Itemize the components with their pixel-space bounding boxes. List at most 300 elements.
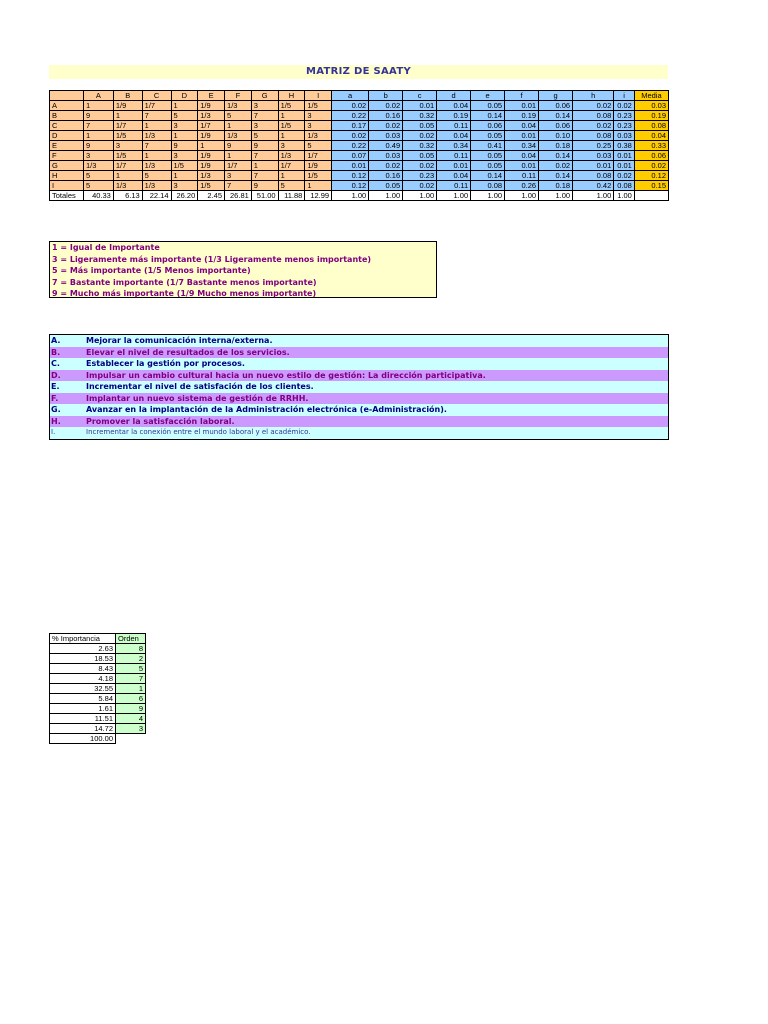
comparison-cell: 1/3 — [225, 131, 252, 141]
objective-letter: F. — [51, 393, 59, 403]
objective-text: Impulsar un cambio cultural hacia un nuevo estilo de gestión: La dirección participativa. — [86, 370, 486, 380]
normalized-cell: 0.16 — [369, 111, 403, 121]
total-cell: 2.45 — [198, 191, 225, 201]
normalized-cell: 0.03 — [369, 151, 403, 161]
normalized-cell: 0.38 — [614, 141, 635, 151]
matrix-row — [50, 161, 669, 171]
total-cell: 12.99 — [305, 191, 332, 201]
normalized-cell: 0.26 — [505, 181, 539, 191]
column-header-lower: d — [437, 91, 471, 101]
order-cell: 8 — [116, 644, 146, 654]
comparison-cell: 1/5 — [171, 161, 198, 171]
total-cell: 26.81 — [225, 191, 252, 201]
normalized-cell: 0.42 — [573, 181, 614, 191]
total-norm-cell: 1.00 — [403, 191, 437, 201]
matrix-row — [50, 101, 669, 111]
comparison-cell: 1/3 — [225, 101, 252, 111]
comparison-cell: 5 — [278, 181, 305, 191]
normalized-cell: 0.12 — [332, 181, 369, 191]
objective-item — [50, 347, 668, 359]
comparison-cell: 3 — [113, 141, 142, 151]
normalized-cell: 0.49 — [369, 141, 403, 151]
comparison-cell: 3 — [305, 121, 332, 131]
column-header-lower: b — [369, 91, 403, 101]
comparison-cell: 1/3 — [142, 161, 171, 171]
comparison-cell: 7 — [83, 121, 113, 131]
comparison-cell: 1 — [198, 141, 225, 151]
normalized-cell: 0.01 — [505, 131, 539, 141]
row-label: C — [50, 121, 84, 131]
column-header-upper: E — [198, 91, 225, 101]
normalized-cell: 0.22 — [332, 141, 369, 151]
importance-header: % Importancia — [50, 634, 116, 644]
objective-text: Elevar el nivel de resultados de los servicios. — [86, 347, 290, 357]
importance-cell: 2.63 — [50, 644, 116, 654]
normalized-cell: 0.11 — [505, 171, 539, 181]
normalized-cell: 0.14 — [539, 171, 573, 181]
total-norm-cell: 1.00 — [332, 191, 369, 201]
comparison-cell: 1/5 — [113, 131, 142, 141]
comparison-cell: 1/9 — [198, 131, 225, 141]
comparison-cell: 1/7 — [198, 121, 225, 131]
objective-text: Avanzar en la implantación de la Administración electrónica (e-Administración). — [86, 405, 447, 414]
column-header-upper: F — [225, 91, 252, 101]
row-label: B — [50, 111, 84, 121]
page-title: MATRIZ DE SAATY — [49, 65, 668, 79]
normalized-cell: 0.23 — [403, 171, 437, 181]
normalized-cell: 0.19 — [437, 111, 471, 121]
comparison-cell: 7 — [251, 171, 278, 181]
comparison-cell: 9 — [251, 181, 278, 191]
total-cell: 51.00 — [251, 191, 278, 201]
objective-letter: B. — [51, 347, 61, 357]
media-cell: 0.08 — [634, 121, 668, 131]
comparison-cell: 1/9 — [198, 161, 225, 171]
comparison-cell: 9 — [171, 141, 198, 151]
comparison-cell: 9 — [83, 141, 113, 151]
objective-item — [50, 358, 668, 370]
comparison-cell: 1 — [171, 171, 198, 181]
normalized-cell: 0.02 — [573, 121, 614, 131]
ranking-row — [50, 684, 146, 694]
importance-cell: 5.84 — [50, 694, 116, 704]
column-header-lower: c — [403, 91, 437, 101]
normalized-cell: 0.08 — [573, 171, 614, 181]
column-header-upper: I — [305, 91, 332, 101]
comparison-cell: 1 — [305, 181, 332, 191]
comparison-cell: 7 — [251, 111, 278, 121]
normalized-cell: 0.12 — [332, 171, 369, 181]
total-norm-cell: 1.00 — [614, 191, 635, 201]
importance-cell: 18.53 — [50, 654, 116, 664]
comparison-cell: 9 — [251, 141, 278, 151]
ranking-row — [50, 724, 146, 734]
normalized-cell: 0.08 — [573, 131, 614, 141]
legend-line: 9 = Mucho más importante (1/9 Mucho menos importante) — [52, 289, 317, 298]
ranking-row — [50, 704, 146, 714]
row-label: D — [50, 131, 84, 141]
normalized-cell: 0.03 — [573, 151, 614, 161]
column-header-upper: B — [113, 91, 142, 101]
comparison-cell: 5 — [251, 131, 278, 141]
total-cell: 11.88 — [278, 191, 305, 201]
comparison-cell: 3 — [305, 111, 332, 121]
row-label: E — [50, 141, 84, 151]
column-header-lower: a — [332, 91, 369, 101]
order-cell: 2 — [116, 654, 146, 664]
comparison-cell: 3 — [171, 181, 198, 191]
comparison-cell: 1/5 — [305, 101, 332, 111]
comparison-cell: 1/7 — [225, 161, 252, 171]
ranking-total-row — [50, 734, 146, 744]
comparison-cell: 1/5 — [278, 101, 305, 111]
normalized-cell: 0.01 — [614, 161, 635, 171]
comparison-cell: 1/3 — [198, 111, 225, 121]
totals-label: Totales — [50, 191, 84, 201]
column-header-lower: h — [573, 91, 614, 101]
comparison-cell: 9 — [225, 141, 252, 151]
column-header-upper: H — [278, 91, 305, 101]
legend-line: 1 = Igual de Importante — [52, 243, 160, 252]
normalized-cell: 0.03 — [614, 131, 635, 141]
legend-line: 7 = Bastante importante (1/7 Bastante menos importante) — [52, 277, 317, 287]
column-header-upper: A — [83, 91, 113, 101]
comparison-cell: 7 — [251, 151, 278, 161]
normalized-cell: 0.01 — [403, 101, 437, 111]
normalized-cell: 0.02 — [614, 171, 635, 181]
order-cell: 3 — [116, 724, 146, 734]
normalized-cell: 0.23 — [614, 111, 635, 121]
normalized-cell: 0.05 — [471, 161, 505, 171]
normalized-cell: 0.11 — [437, 151, 471, 161]
importance-cell: 8.43 — [50, 664, 116, 674]
total-norm-cell: 1.00 — [505, 191, 539, 201]
order-header: Orden — [116, 634, 146, 644]
media-cell: 0.15 — [634, 181, 668, 191]
objective-letter: D. — [51, 370, 61, 380]
corner-cell — [50, 91, 84, 101]
comparison-cell: 3 — [171, 151, 198, 161]
comparison-cell: 7 — [142, 111, 171, 121]
normalized-cell: 0.04 — [437, 131, 471, 141]
normalized-cell: 0.04 — [505, 151, 539, 161]
normalized-cell: 0.34 — [437, 141, 471, 151]
comparison-cell: 1/7 — [113, 161, 142, 171]
objective-item — [50, 404, 668, 416]
ranking-row — [50, 644, 146, 654]
normalized-cell: 0.02 — [369, 161, 403, 171]
comparison-cell: 1/5 — [278, 121, 305, 131]
comparison-cell: 1 — [225, 151, 252, 161]
comparison-cell: 5 — [83, 181, 113, 191]
comparison-cell: 1 — [142, 121, 171, 131]
normalized-cell: 0.05 — [471, 131, 505, 141]
ranking-table — [49, 633, 146, 744]
normalized-cell: 0.02 — [539, 161, 573, 171]
comparison-cell: 1 — [142, 151, 171, 161]
normalized-cell: 0.02 — [403, 131, 437, 141]
normalized-cell: 0.16 — [369, 171, 403, 181]
objective-letter: I. — [51, 428, 56, 436]
normalized-cell: 0.17 — [332, 121, 369, 131]
normalized-cell: 0.06 — [471, 121, 505, 131]
matrix-row — [50, 141, 669, 151]
comparison-cell: 9 — [83, 111, 113, 121]
normalized-cell: 0.14 — [471, 171, 505, 181]
matrix-row — [50, 121, 669, 131]
normalized-cell: 0.01 — [437, 161, 471, 171]
normalized-cell: 0.08 — [614, 181, 635, 191]
legend-line: 5 = Más importante (1/5 Menos importante) — [52, 266, 251, 275]
normalized-cell: 0.06 — [539, 101, 573, 111]
comparison-cell: 5 — [171, 111, 198, 121]
media-header: Media — [634, 91, 668, 101]
total-cell: 6.13 — [113, 191, 142, 201]
comparison-cell: 1 — [251, 161, 278, 171]
normalized-cell: 0.02 — [573, 101, 614, 111]
total-norm-cell: 1.00 — [573, 191, 614, 201]
media-cell: 0.03 — [634, 101, 668, 111]
row-label: H — [50, 171, 84, 181]
comparison-cell: 3 — [278, 141, 305, 151]
matrix-row — [50, 131, 669, 141]
matrix-row — [50, 181, 669, 191]
normalized-cell: 0.11 — [437, 181, 471, 191]
normalized-cell: 0.02 — [369, 101, 403, 111]
comparison-cell: 1 — [171, 131, 198, 141]
objective-item — [50, 335, 668, 347]
scale-legend — [49, 241, 437, 298]
media-cell: 0.02 — [634, 161, 668, 171]
column-header-lower: f — [505, 91, 539, 101]
normalized-cell: 0.01 — [505, 101, 539, 111]
normalized-cell: 0.04 — [505, 121, 539, 131]
column-header-lower: e — [471, 91, 505, 101]
normalized-cell: 0.14 — [471, 111, 505, 121]
objective-letter: H. — [51, 416, 61, 426]
comparison-cell: 5 — [305, 141, 332, 151]
objective-letter: C. — [51, 359, 60, 368]
normalized-cell: 0.02 — [403, 161, 437, 171]
column-header-upper: D — [171, 91, 198, 101]
total-blank-cell — [634, 191, 668, 201]
normalized-cell: 0.04 — [437, 101, 471, 111]
objective-item — [50, 427, 668, 439]
column-header-upper: C — [142, 91, 171, 101]
total-norm-cell: 1.00 — [539, 191, 573, 201]
normalized-cell: 0.25 — [573, 141, 614, 151]
normalized-cell: 0.07 — [332, 151, 369, 161]
ranking-total-blank — [116, 734, 146, 744]
normalized-cell: 0.05 — [403, 151, 437, 161]
comparison-cell: 1/3 — [278, 151, 305, 161]
normalized-cell: 0.22 — [332, 111, 369, 121]
normalized-cell: 0.11 — [437, 121, 471, 131]
importance-cell: 4.18 — [50, 674, 116, 684]
normalized-cell: 0.02 — [332, 101, 369, 111]
normalized-cell: 0.10 — [539, 131, 573, 141]
ranking-row — [50, 694, 146, 704]
normalized-cell: 0.05 — [471, 101, 505, 111]
ranking-row — [50, 674, 146, 684]
comparison-cell: 1/3 — [142, 181, 171, 191]
comparison-cell: 7 — [225, 181, 252, 191]
importance-cell: 32.55 — [50, 684, 116, 694]
total-cell: 26.20 — [171, 191, 198, 201]
row-label: I — [50, 181, 84, 191]
objective-item — [50, 381, 668, 393]
saaty-matrix-table — [49, 90, 669, 201]
normalized-cell: 0.05 — [471, 151, 505, 161]
order-cell: 7 — [116, 674, 146, 684]
comparison-cell: 3 — [83, 151, 113, 161]
order-cell: 5 — [116, 664, 146, 674]
comparison-cell: 1 — [83, 101, 113, 111]
importance-cell: 11.51 — [50, 714, 116, 724]
comparison-cell: 5 — [142, 171, 171, 181]
normalized-cell: 0.23 — [614, 121, 635, 131]
normalized-cell: 0.04 — [437, 171, 471, 181]
objective-letter: G. — [51, 405, 61, 414]
objective-item — [50, 393, 668, 405]
totals-row — [50, 191, 669, 201]
column-header-lower: i — [614, 91, 635, 101]
normalized-cell: 0.02 — [614, 101, 635, 111]
normalized-cell: 0.08 — [573, 111, 614, 121]
comparison-cell: 1/3 — [142, 131, 171, 141]
ranking-row — [50, 714, 146, 724]
normalized-cell: 0.41 — [471, 141, 505, 151]
normalized-cell: 0.34 — [505, 141, 539, 151]
row-label: F — [50, 151, 84, 161]
importance-total: 100.00 — [50, 734, 116, 744]
comparison-cell: 5 — [83, 171, 113, 181]
comparison-cell: 1/7 — [142, 101, 171, 111]
comparison-cell: 3 — [171, 121, 198, 131]
comparison-cell: 1/3 — [305, 131, 332, 141]
normalized-cell: 0.18 — [539, 181, 573, 191]
matrix-row — [50, 171, 669, 181]
comparison-cell: 1/9 — [198, 101, 225, 111]
matrix-row — [50, 151, 669, 161]
total-cell: 40.33 — [83, 191, 113, 201]
comparison-cell: 3 — [251, 101, 278, 111]
comparison-cell: 1/3 — [198, 171, 225, 181]
objective-text: Incrementar el nivel de satisfación de los clientes. — [86, 382, 314, 391]
comparison-cell: 1 — [225, 121, 252, 131]
media-cell: 0.33 — [634, 141, 668, 151]
normalized-cell: 0.08 — [471, 181, 505, 191]
order-cell: 9 — [116, 704, 146, 714]
comparison-cell: 3 — [251, 121, 278, 131]
comparison-cell: 1/5 — [113, 151, 142, 161]
normalized-cell: 0.18 — [539, 141, 573, 151]
ranking-row — [50, 654, 146, 664]
normalized-cell: 0.02 — [403, 181, 437, 191]
comparison-cell: 1/5 — [198, 181, 225, 191]
comparison-cell: 3 — [225, 171, 252, 181]
objective-letter: E. — [51, 382, 60, 391]
order-cell: 4 — [116, 714, 146, 724]
comparison-cell: 1/9 — [198, 151, 225, 161]
comparison-cell: 1 — [113, 171, 142, 181]
objective-letter: A. — [51, 336, 61, 345]
media-cell: 0.12 — [634, 171, 668, 181]
row-label: G — [50, 161, 84, 171]
comparison-cell: 1/9 — [305, 161, 332, 171]
matrix-header-row — [50, 91, 669, 101]
normalized-cell: 0.05 — [403, 121, 437, 131]
comparison-cell: 7 — [142, 141, 171, 151]
normalized-cell: 0.01 — [614, 151, 635, 161]
column-header-upper: G — [251, 91, 278, 101]
row-label: A — [50, 101, 84, 111]
normalized-cell: 0.19 — [505, 111, 539, 121]
comparison-cell: 5 — [225, 111, 252, 121]
normalized-cell: 0.02 — [332, 131, 369, 141]
total-norm-cell: 1.00 — [437, 191, 471, 201]
comparison-cell: 1 — [83, 131, 113, 141]
matrix-row — [50, 111, 669, 121]
normalized-cell: 0.03 — [369, 131, 403, 141]
normalized-cell: 0.01 — [505, 161, 539, 171]
normalized-cell: 0.32 — [403, 141, 437, 151]
comparison-cell: 1 — [278, 111, 305, 121]
normalized-cell: 0.14 — [539, 111, 573, 121]
normalized-cell: 0.05 — [369, 181, 403, 191]
objective-text: Mejorar la comunicación interna/externa. — [86, 336, 273, 345]
comparison-cell: 1 — [278, 131, 305, 141]
objective-text: Establecer la gestión por procesos. — [86, 359, 245, 368]
normalized-cell: 0.02 — [369, 121, 403, 131]
media-cell: 0.06 — [634, 151, 668, 161]
column-header-lower: g — [539, 91, 573, 101]
comparison-cell: 1/7 — [278, 161, 305, 171]
importance-cell: 14.72 — [50, 724, 116, 734]
comparison-cell: 1/5 — [305, 171, 332, 181]
comparison-cell: 1/9 — [113, 101, 142, 111]
objective-text: Promover la satisfacción laboral. — [86, 416, 235, 426]
normalized-cell: 0.06 — [539, 121, 573, 131]
objective-text: Implantar un nuevo sistema de gestión de RRHH. — [86, 393, 309, 403]
media-cell: 0.19 — [634, 111, 668, 121]
comparison-cell: 1/3 — [113, 181, 142, 191]
total-cell: 22.14 — [142, 191, 171, 201]
legend-line: 3 = Ligeramente más importante (1/3 Ligeramente menos importante) — [52, 254, 372, 264]
normalized-cell: 0.32 — [403, 111, 437, 121]
comparison-cell: 1 — [171, 101, 198, 111]
normalized-cell: 0.14 — [539, 151, 573, 161]
comparison-cell: 1/3 — [83, 161, 113, 171]
order-cell: 1 — [116, 684, 146, 694]
ranking-header-row — [50, 634, 146, 644]
order-cell: 6 — [116, 694, 146, 704]
objective-item — [50, 370, 668, 382]
normalized-cell: 0.01 — [573, 161, 614, 171]
importance-cell: 1.61 — [50, 704, 116, 714]
objectives-list — [49, 334, 669, 440]
objective-item — [50, 416, 668, 428]
comparison-cell: 1 — [278, 171, 305, 181]
ranking-row — [50, 664, 146, 674]
comparison-cell: 1/7 — [113, 121, 142, 131]
comparison-cell: 1/7 — [305, 151, 332, 161]
total-norm-cell: 1.00 — [471, 191, 505, 201]
normalized-cell: 0.01 — [332, 161, 369, 171]
total-norm-cell: 1.00 — [369, 191, 403, 201]
media-cell: 0.04 — [634, 131, 668, 141]
comparison-cell: 1 — [113, 111, 142, 121]
